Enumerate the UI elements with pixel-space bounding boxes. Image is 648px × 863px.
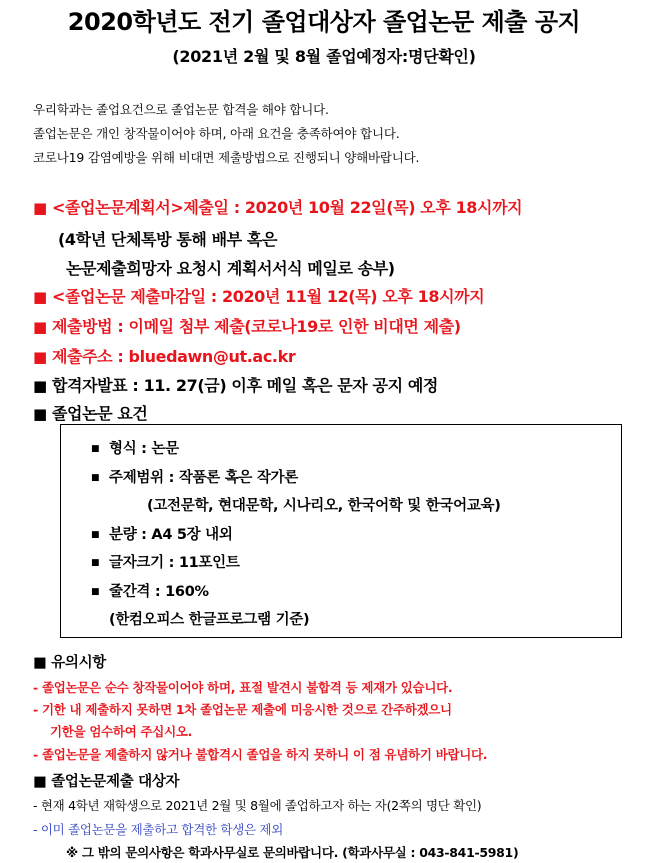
small-square-icon: ■ bbox=[91, 558, 100, 568]
caution-item-3: - 졸업논문을 제출하지 않거나 불합격시 졸업을 하지 못하니 이 점 유념하기 바랍니다. bbox=[33, 747, 488, 762]
bullet-square-icon: ■ bbox=[33, 405, 47, 423]
targets-heading: ■ 졸업논문제출 대상자 bbox=[33, 774, 180, 790]
requirement-scope: ■ 주제범위 : 작품론 혹은 작가론 bbox=[91, 470, 298, 486]
intro-line-2: 졸업논문은 개인 창작물이어야 하며, 아래 요건을 충족하여야 합니다. bbox=[33, 126, 400, 141]
bullet-square-icon: ■ bbox=[33, 318, 47, 336]
bullet-square-icon: ■ bbox=[33, 199, 47, 217]
cautions-heading: ■ 유의시항 bbox=[33, 655, 106, 671]
requirement-scope-detail: (고전문학, 현대문학, 시나리오, 한국어학 및 한국어교육) bbox=[147, 498, 501, 514]
small-square-icon: ■ bbox=[91, 587, 100, 597]
bullet-square-icon: ■ bbox=[33, 348, 47, 366]
bullet-square-icon: ■ bbox=[33, 288, 47, 306]
small-square-icon: ■ bbox=[91, 444, 100, 454]
method-text: 제출방법 : 이메일 첨부 제출(코로나19로 인한 비대면 제출) bbox=[51, 317, 461, 336]
bullet-square-icon: ■ bbox=[33, 377, 47, 395]
requirements-heading bbox=[33, 401, 147, 424]
caution-item-2-cont: 기한을 엄수하여 주십시오. bbox=[50, 724, 193, 739]
requirement-form: ■ 형식 : 논문 bbox=[91, 441, 179, 457]
page-title: 2020학년도 전기 졸업대상자 졸업논문 제출 공지 bbox=[67, 8, 581, 36]
page-subtitle: (2021년 2월 및 8월 졸업예정자:명단확인) bbox=[172, 47, 476, 66]
thesis-deadline-notice bbox=[33, 284, 484, 307]
requirement-length: ■ 분량 : A4 5장 내외 bbox=[91, 527, 233, 543]
plan-deadline-text: <졸업논문계획서>제출일 : 2020년 10월 22일(목) 오후 18시까지 bbox=[51, 198, 523, 217]
bullet-square-icon: ■ bbox=[33, 774, 47, 790]
small-square-icon: ■ bbox=[91, 473, 100, 483]
intro-line-1: 우리학과는 졸업요건으로 졸업논문 합격을 해야 합니다. bbox=[33, 102, 329, 117]
requirement-font-size: ■ 글자크기 : 11포인트 bbox=[91, 555, 240, 571]
requirement-line-spacing-detail: (한컴오피스 한글프로그램 기준) bbox=[109, 612, 310, 628]
bullet-square-icon: ■ bbox=[33, 655, 47, 671]
announcement-text: 합격자발표 : 11. 27(금) 이후 메일 혹은 문자 공지 예정 bbox=[51, 376, 438, 395]
target-exclusion: - 이미 졸업논문을 제출하고 합격한 학생은 제외 bbox=[33, 822, 283, 837]
intro-line-3: 코로나19 감염예방을 위해 비대면 제출방법으로 진행되니 양해바랍니다. bbox=[33, 150, 420, 165]
announcement-notice bbox=[33, 373, 438, 396]
address-notice bbox=[33, 344, 295, 367]
requirements-box bbox=[60, 424, 622, 638]
requirement-line-spacing: ■ 줄간격 : 160% bbox=[91, 584, 209, 600]
small-square-icon: ■ bbox=[91, 530, 100, 540]
plan-deadline-notice bbox=[33, 195, 522, 218]
target-current: - 현재 4학년 재학생으로 2021년 2월 및 8월에 졸업하고자 하는 자(2쪽의 명단 확인) bbox=[33, 798, 482, 813]
plan-note-line-1: (4학년 단체톡방 통해 배부 혹은 bbox=[58, 230, 277, 249]
requirements-heading-text: 졸업논문 요건 bbox=[51, 404, 148, 423]
address-text: 제출주소 : bluedawn@ut.ac.kr bbox=[51, 347, 296, 366]
caution-item-2: - 기한 내 제출하지 못하면 1차 졸업논문 제출에 미응시한 것으로 간주하겠으니 bbox=[33, 702, 452, 717]
caution-item-1: - 졸업논문은 순수 창작물이어야 하며, 표절 발견시 불합격 등 제재가 있습니다. bbox=[33, 680, 453, 695]
method-notice bbox=[33, 314, 461, 337]
contact-note: ※ 그 밖의 문의사항은 학과사무실로 문의바랍니다. (학과사무실 : 043-841-5981) bbox=[66, 845, 519, 860]
thesis-deadline-text: <졸업논문 제출마감일 : 2020년 11월 12(목) 오후 18시까지 bbox=[51, 287, 485, 306]
plan-note-line-2: 논문제출희망자 요청시 계획서서식 메일로 송부) bbox=[66, 259, 395, 278]
